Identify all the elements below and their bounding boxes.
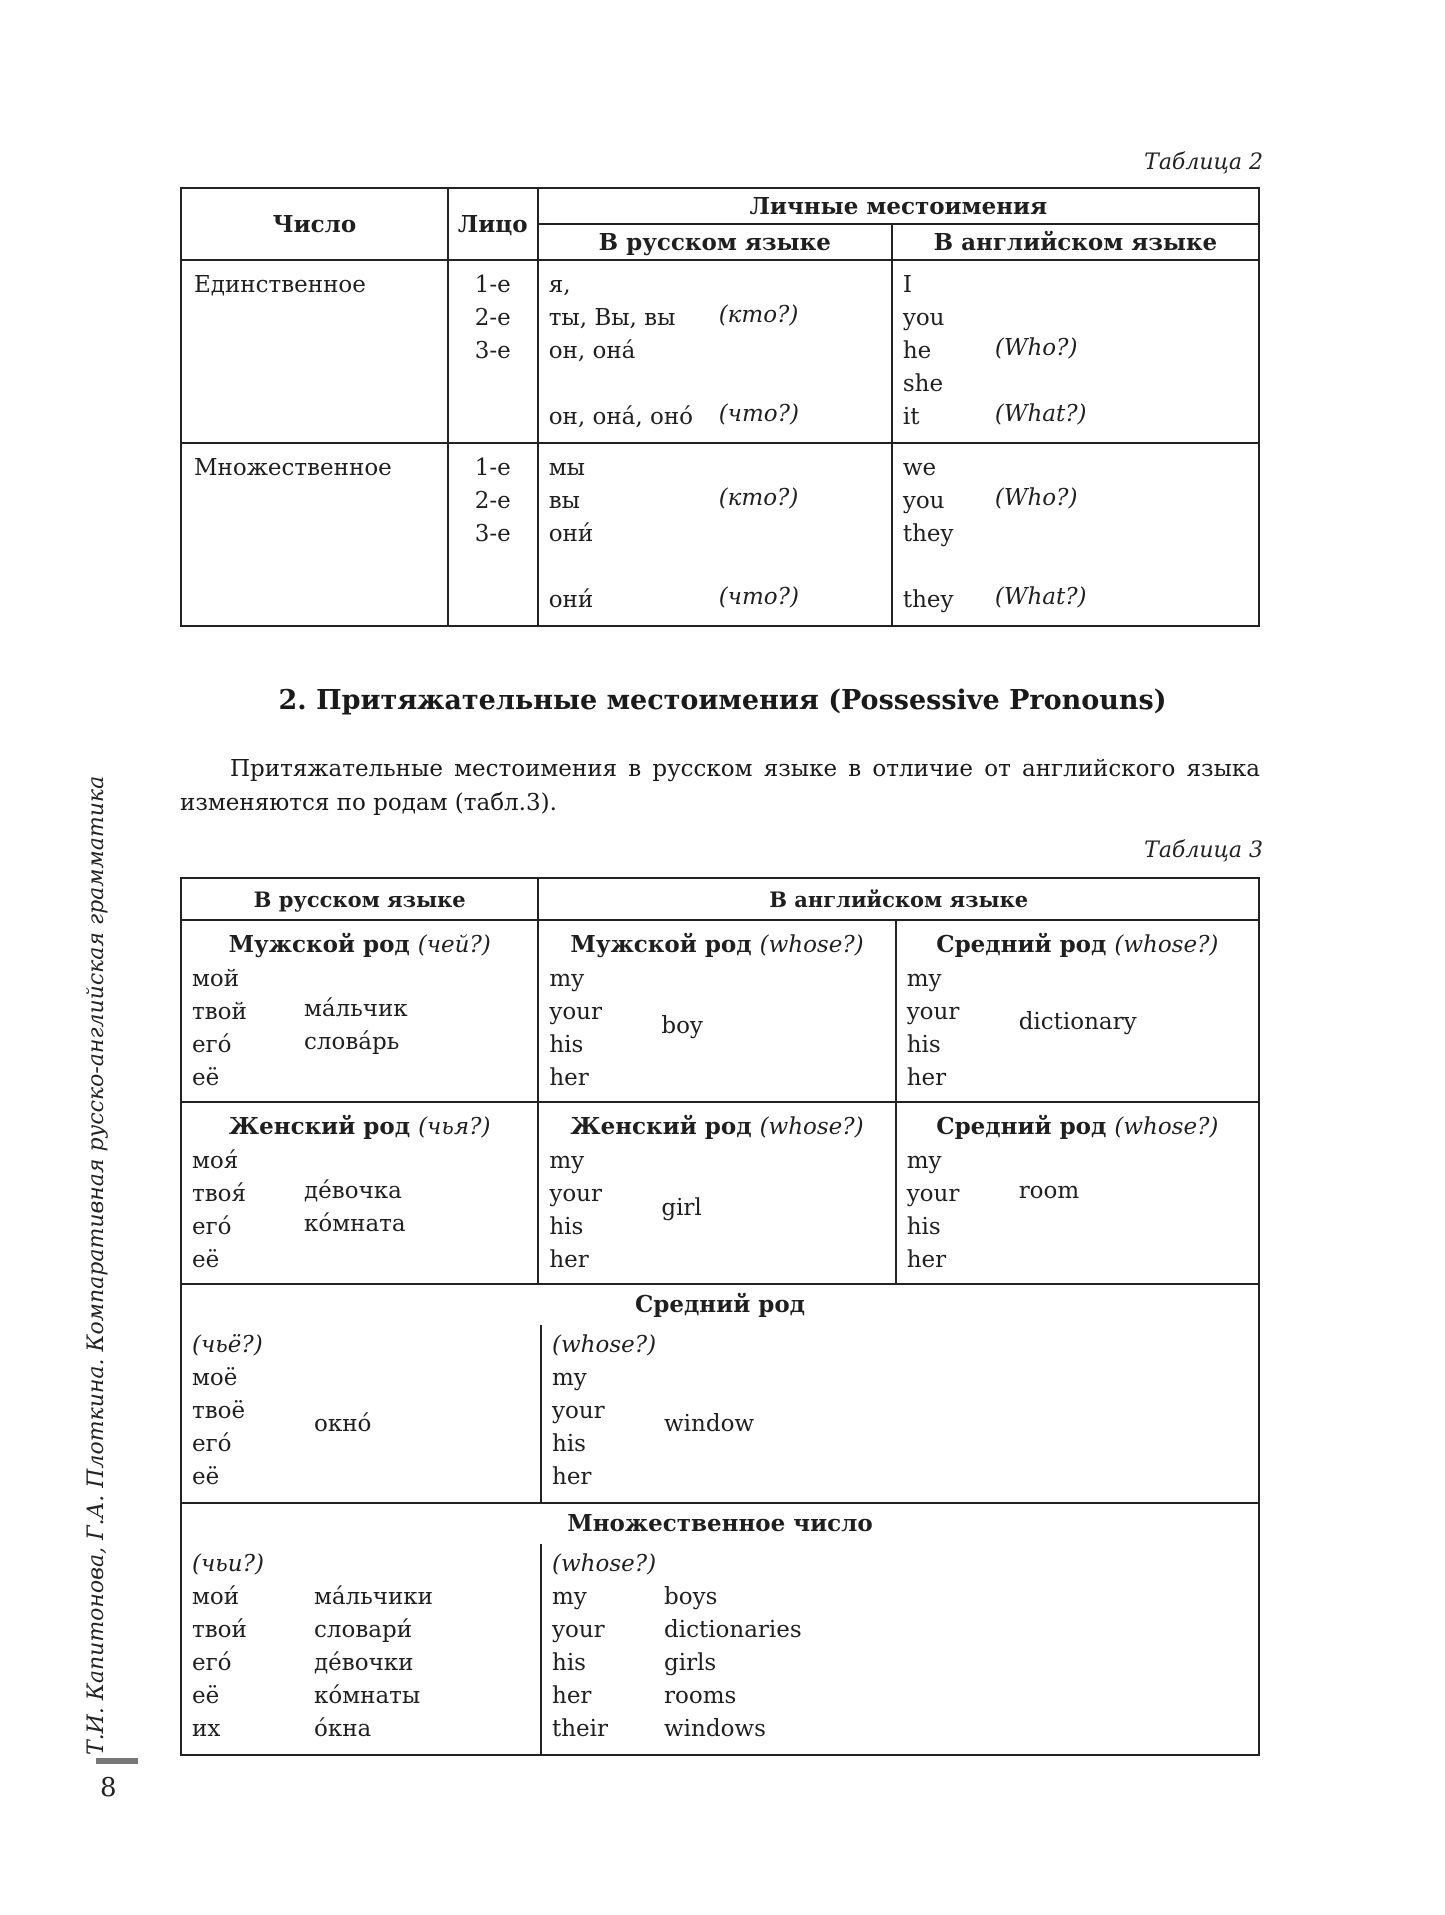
noun: окно́ [314,1411,372,1437]
table-row-masculine [181,920,1259,1102]
person-cell: 1-е 2-е 3-е [448,260,538,443]
noun: dictionary [1018,1009,1137,1035]
person-cell: 1-е 2-е 3-е [448,443,538,626]
noun: girl [661,1195,702,1221]
table3-caption: Таблица 3 [1144,838,1263,863]
en-feminine-cell: Женский род (whose?) my your his her girl [538,1102,895,1284]
noun: window [664,1411,755,1437]
table-row-plural [181,443,1259,626]
en-masculine-cell: Мужской род (whose?) my your his her boy [538,920,895,1102]
russian-pronouns-cell: мы вы они́ они́ (кто?) (что?) [538,443,892,626]
page-number: 8 [100,1773,117,1803]
noun: room [1018,1178,1080,1204]
neuter-block [181,1284,1259,1503]
header-russian: В русском языке [181,878,538,920]
russian-pronouns-cell: я, ты, Вы, вы он, она́ он, она́, оно́ (кто?) (что?) [538,260,892,443]
question-note: (кто?) [718,485,799,511]
question-note: (What?) [994,584,1087,610]
section-title: 2. Притяжательные местоимения (Possessive Pronouns) [278,685,1167,716]
en-neuter-cell: (whose?) my your his her window [552,1332,755,1490]
en-plural-cell: (whose?) my your his her their boys dictionaries girls rooms windows [552,1551,802,1742]
header-english: В английском языке [538,878,1259,920]
ru-plural-cell: (чьи?) мои́ твои́ его́ её их ма́льчики словари́ де́вочки ко́мнаты о́кна [182,1544,542,1754]
header-english: В английском языке [892,224,1259,260]
table-row-plural [181,1503,1259,1755]
header-personal-pronouns: Личные местоимения [538,188,1259,224]
table-row-singular [181,260,1259,443]
noun: ма́льчик [304,996,408,1022]
question-note: (What?) [994,401,1087,427]
question-note: (кто?) [718,302,799,328]
header-russian: В русском языке [538,224,892,260]
question-note: (что?) [718,584,799,610]
plural-block [181,1503,1259,1755]
table-row-feminine [181,1102,1259,1284]
en-neuter-cell: Средний род (whose?) my your his her room [896,1102,1259,1284]
en-neuter-cell: Средний род (whose?) my your his her dictionary [896,920,1259,1102]
noun: де́вочка [304,1178,402,1204]
table-row-neuter [181,1284,1259,1503]
noun: boy [661,1013,703,1039]
question-note: (Who?) [994,335,1078,361]
body-paragraph: Притяжательные местоимения в русском языке в отличие от английского языка изменяются по родам (табл.3). [180,756,1260,816]
number-label: Множественное [181,443,448,626]
margin-bar [96,1758,138,1764]
table2-caption: Таблица 2 [1144,150,1263,175]
ru-masculine-cell: Мужской род (чей?) мой твой его́ её ма́льчик слова́рь [181,920,538,1102]
plural-title: Множественное число [567,1510,873,1537]
running-title: Т.И. Капитонова, Г.А. Плоткина. Компаративная русско-английская грамматика [84,775,109,1755]
ru-feminine-cell: Женский род (чья?) моя́ твоя́ его́ её де́вочка ко́мната [181,1102,538,1284]
number-label: Единственное [181,260,448,443]
personal-pronouns-table [180,187,1260,627]
english-pronouns-cell: we you they they (Who?) (What?) [892,443,1259,626]
ru-neuter-cell: (чьё?) моё твоё его́ её окно́ [182,1325,542,1502]
header-person: Лицо [448,188,538,260]
question-note: (что?) [718,401,799,427]
possessive-pronouns-table [180,877,1260,1756]
header-number: Число [181,188,448,260]
neuter-title: Средний род [634,1291,806,1318]
english-pronouns-cell: I you he she it (Who?) (What?) [892,260,1259,443]
noun: слова́рь [304,1029,400,1055]
noun: ко́мната [304,1211,406,1237]
question-note: (Who?) [994,485,1078,511]
